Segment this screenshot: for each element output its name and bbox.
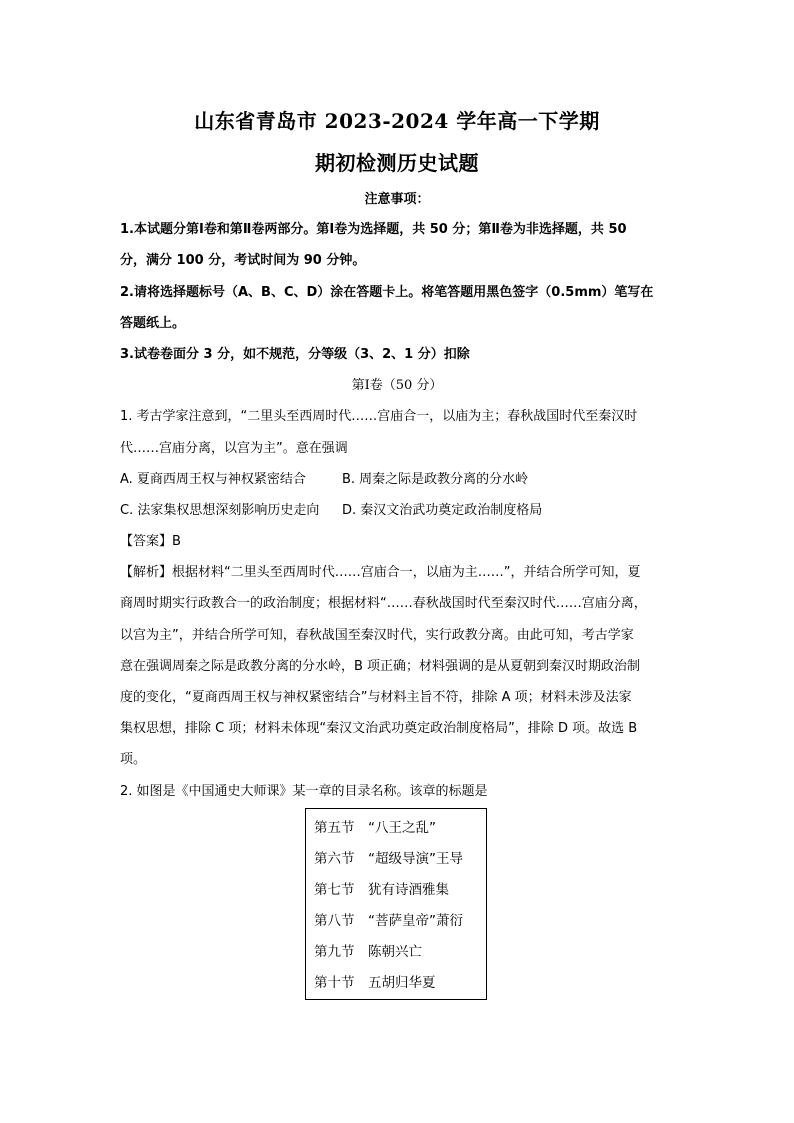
- q1-analysis-line: 度的变化，“夏商西周王权与神权紧密结合”与材料主旨不符，排除 A 项；材料未涉及法家: [120, 690, 632, 705]
- toc-section: 第五节: [314, 820, 355, 836]
- toc-section: 第十节: [314, 975, 355, 991]
- notice-item2-line2: 答题纸上。: [120, 316, 186, 331]
- notice-item2-line1: 2.请将选择题标号（A、B、C、D）涂在答题卡上。将笔答题用黑色签字（0.5mm）笔写在: [120, 285, 654, 300]
- toc-title: “超级导演”王导: [368, 851, 463, 867]
- notice-item1-line2: 分，满分 100 分，考试时间为 90 分钟。: [120, 253, 366, 268]
- toc-section: 第八节: [314, 913, 355, 929]
- toc-row: [306, 941, 486, 972]
- notice-item1-line1: 1.本试题分第Ⅰ卷和第Ⅱ卷两部分。第Ⅰ卷为选择题，共 50 分；第Ⅱ卷为非选择题，共 50: [120, 222, 627, 237]
- toc-row: [306, 879, 486, 910]
- section1-heading: 第Ⅰ卷（50 分）: [351, 378, 443, 393]
- toc-row: [306, 848, 486, 879]
- toc-section: 第九节: [314, 944, 355, 960]
- q1-analysis-line: 意在强调周秦之际是政教分离的分水岭，B 项正确；材料强调的是从夏朝到秦汉时期政治制: [120, 659, 641, 674]
- q1-analysis-line: 集权思想，排除 C 项；材料未体现“秦汉文治武功奠定政治制度格局”，排除 D 项。故选 B: [120, 721, 638, 736]
- toc-title: “八王之乱”: [368, 820, 436, 836]
- q1-option-a: A. 夏商西周王权与神权紧密结合: [120, 472, 306, 487]
- q1-option-row1: [120, 468, 680, 487]
- q1-analysis-line: 【解析】根据材料“二里头至西周时代……宫庙合一，以庙为主……”，并结合所学可知，夏: [120, 565, 641, 580]
- q1-answer: 【答案】B: [120, 534, 181, 549]
- q1-stem-line2: 代……宫庙分离，以宫为主”。意在强调: [120, 441, 348, 456]
- q1-option-row2: [120, 499, 680, 518]
- notice-item3: 3.试卷卷面分 3 分，如不规范，分等级（3、2、1 分）扣除: [120, 347, 470, 362]
- q1-option-c: C. 法家集权思想深刻影响历史走向: [120, 503, 320, 518]
- toc-section: 第六节: [314, 851, 355, 867]
- toc-section: 第七节: [314, 882, 355, 898]
- exam-title-line2: 期初检测历史试题: [315, 151, 479, 175]
- q1-analysis-line: 商周时期实行政教合一的政治制度；根据材料“……春秋战国时代至秦汉时代……宫庙分离，: [120, 596, 647, 611]
- toc-row: [306, 972, 486, 1003]
- q2-stem: 2. 如图是《中国通史大师课》某一章的目录名称。该章的标题是: [120, 784, 488, 799]
- exam-title-line1: 山东省青岛市 2023-2024 学年高一下学期: [194, 109, 600, 133]
- toc-title: 五胡归华夏: [368, 975, 436, 991]
- q1-stem-line1: 1. 考古学家注意到，“二里头至西周时代……宫庙合一，以庙为主；春秋战国时代至秦汉时: [120, 409, 638, 424]
- q1-option-b: B. 周秦之际是政教分离的分水岭: [342, 472, 529, 487]
- toc-title: 犹有诗酒雅集: [368, 882, 449, 898]
- toc-row: [306, 817, 486, 848]
- toc-row: [306, 910, 486, 941]
- q2-table-of-contents: [305, 808, 487, 1000]
- q1-option-d: D. 秦汉文治武功奠定政治制度格局: [342, 503, 543, 518]
- toc-title: “菩萨皇帝”萧衍: [368, 913, 463, 929]
- notice-heading: 注意事项：: [364, 192, 430, 207]
- q1-analysis-line: 以宫为主”，并结合所学可知，春秋战国至秦汉时代，实行政教分离。由此可知，考古学家: [120, 628, 634, 643]
- q1-analysis-line: 项。: [120, 752, 147, 767]
- toc-title: 陈朝兴亡: [368, 944, 422, 960]
